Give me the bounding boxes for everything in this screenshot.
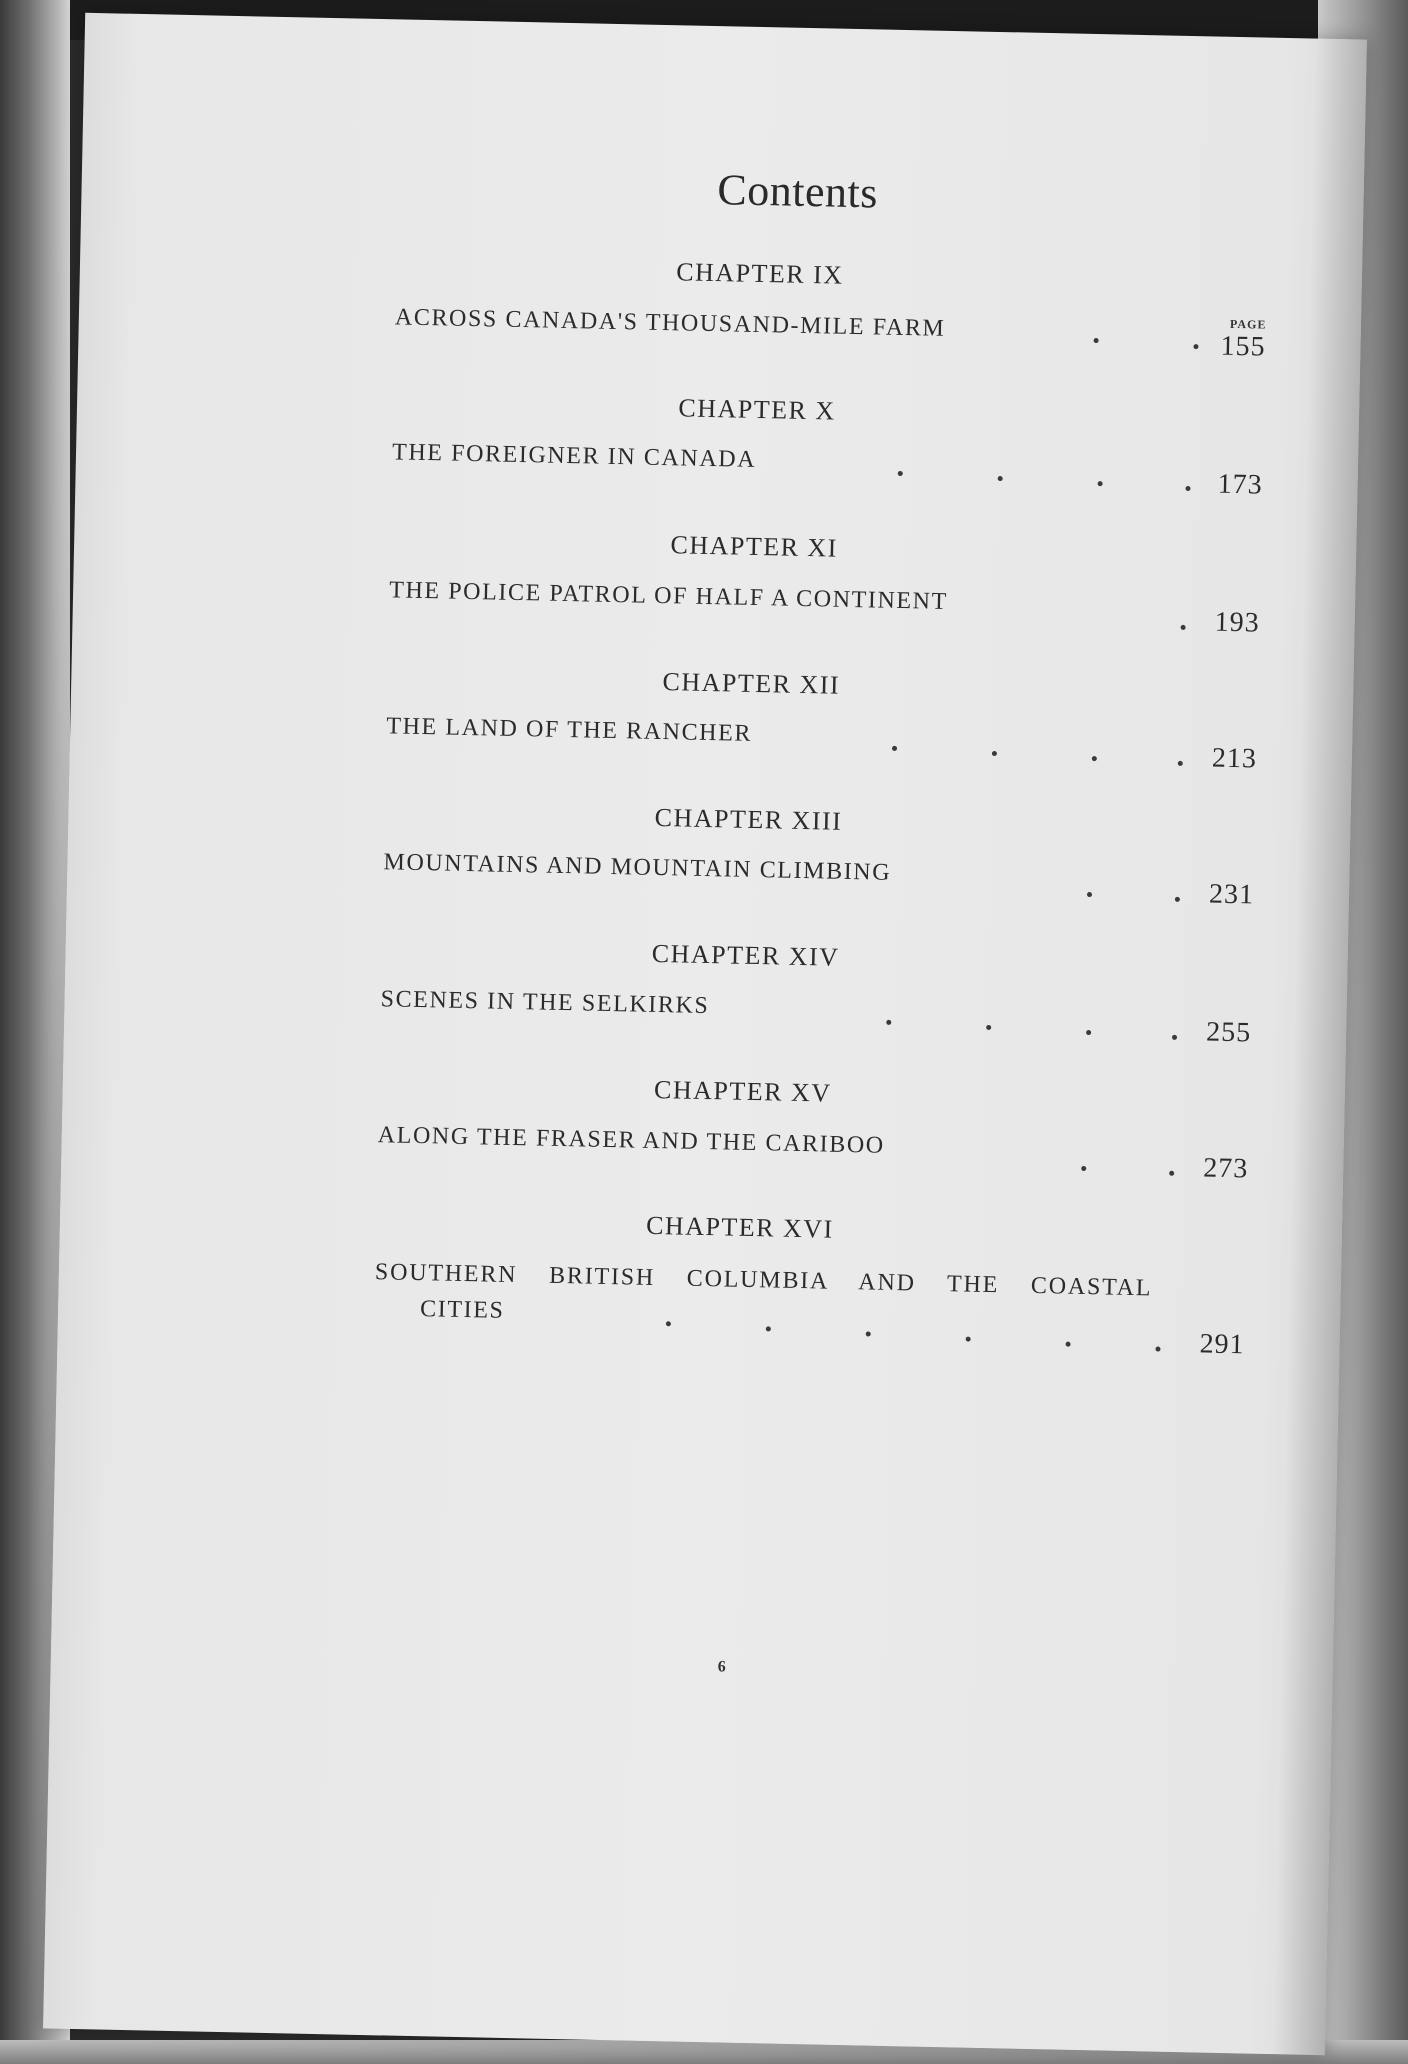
leader-dot (866, 1331, 871, 1336)
leader-dot (1172, 1035, 1177, 1040)
leader-dot (992, 751, 997, 756)
chapter-title: SCENES IN THE SELKIRKS (380, 986, 710, 1020)
chapter-number: CHAPTER XIV (651, 938, 840, 972)
leader-dot (1092, 756, 1097, 761)
chapter-page-number: 155 (1220, 330, 1266, 363)
chapter-page-number: 255 (1205, 1016, 1252, 1049)
chapter-page-number: 173 (1217, 468, 1263, 501)
leader-dot (1178, 761, 1183, 766)
chapter-number: CHAPTER XVI (645, 1210, 835, 1244)
chapter-page-number: 231 (1208, 878, 1255, 911)
leader-dot (1094, 338, 1099, 343)
leader-dot (998, 476, 1003, 481)
leader-dot (892, 746, 897, 751)
chapter-number: CHAPTER IX (675, 257, 844, 290)
chapter-title: ALONG THE FRASER AND THE CARIBOO (377, 1122, 885, 1159)
chapter-title: THE FOREIGNER IN CANADA (391, 439, 757, 473)
leader-dot (1087, 892, 1092, 897)
leader-dot (1181, 625, 1186, 630)
page-folio-number: 6 (717, 1658, 726, 1676)
leader-dot (1193, 344, 1198, 349)
chapter-number: CHAPTER XI (670, 530, 839, 563)
chapter-page-number: 213 (1211, 742, 1258, 775)
leader-dot (666, 1321, 671, 1326)
chapter-title: SOUTHERN BRITISH COLUMBIA AND THE COASTAL (374, 1259, 1153, 1302)
leader-dot (1175, 897, 1180, 902)
leader-dot (1066, 1342, 1071, 1347)
leader-dot (966, 1337, 971, 1342)
chapter-page-number: 291 (1199, 1328, 1245, 1361)
leader-dot (1169, 1171, 1174, 1176)
chapter-title: MOUNTAINS AND MOUNTAIN CLIMBING (383, 849, 892, 886)
leader-dot (1081, 1166, 1086, 1171)
leader-dot (1185, 486, 1190, 491)
chapter-number: CHAPTER X (678, 393, 837, 426)
chapter-number: CHAPTER XII (662, 667, 841, 700)
book-page (43, 13, 1367, 2055)
chapter-title: ACROSS CANADA'S THOUSAND-MILE FARM (394, 304, 946, 342)
chapter-number: CHAPTER XIII (654, 802, 843, 836)
chapter-page-number: 193 (1214, 606, 1261, 639)
leader-dot (1155, 1347, 1160, 1352)
chapter-page-number: 273 (1202, 1152, 1249, 1185)
leader-dot (766, 1326, 771, 1331)
leader-dot (1098, 481, 1103, 486)
chapter-title-continued: CITIES (419, 1296, 505, 1324)
chapter-title: THE POLICE PATROL OF HALF A CONTINENT (388, 577, 949, 615)
page-title: Contents (716, 165, 879, 218)
leader-dot (886, 1020, 891, 1025)
leader-dot (986, 1025, 991, 1030)
leader-dot (1086, 1030, 1091, 1035)
leader-dot (898, 471, 903, 476)
chapter-number: CHAPTER XV (653, 1074, 832, 1108)
page-column-label: PAGE (1229, 316, 1267, 332)
chapter-title: THE LAND OF THE RANCHER (386, 713, 753, 747)
